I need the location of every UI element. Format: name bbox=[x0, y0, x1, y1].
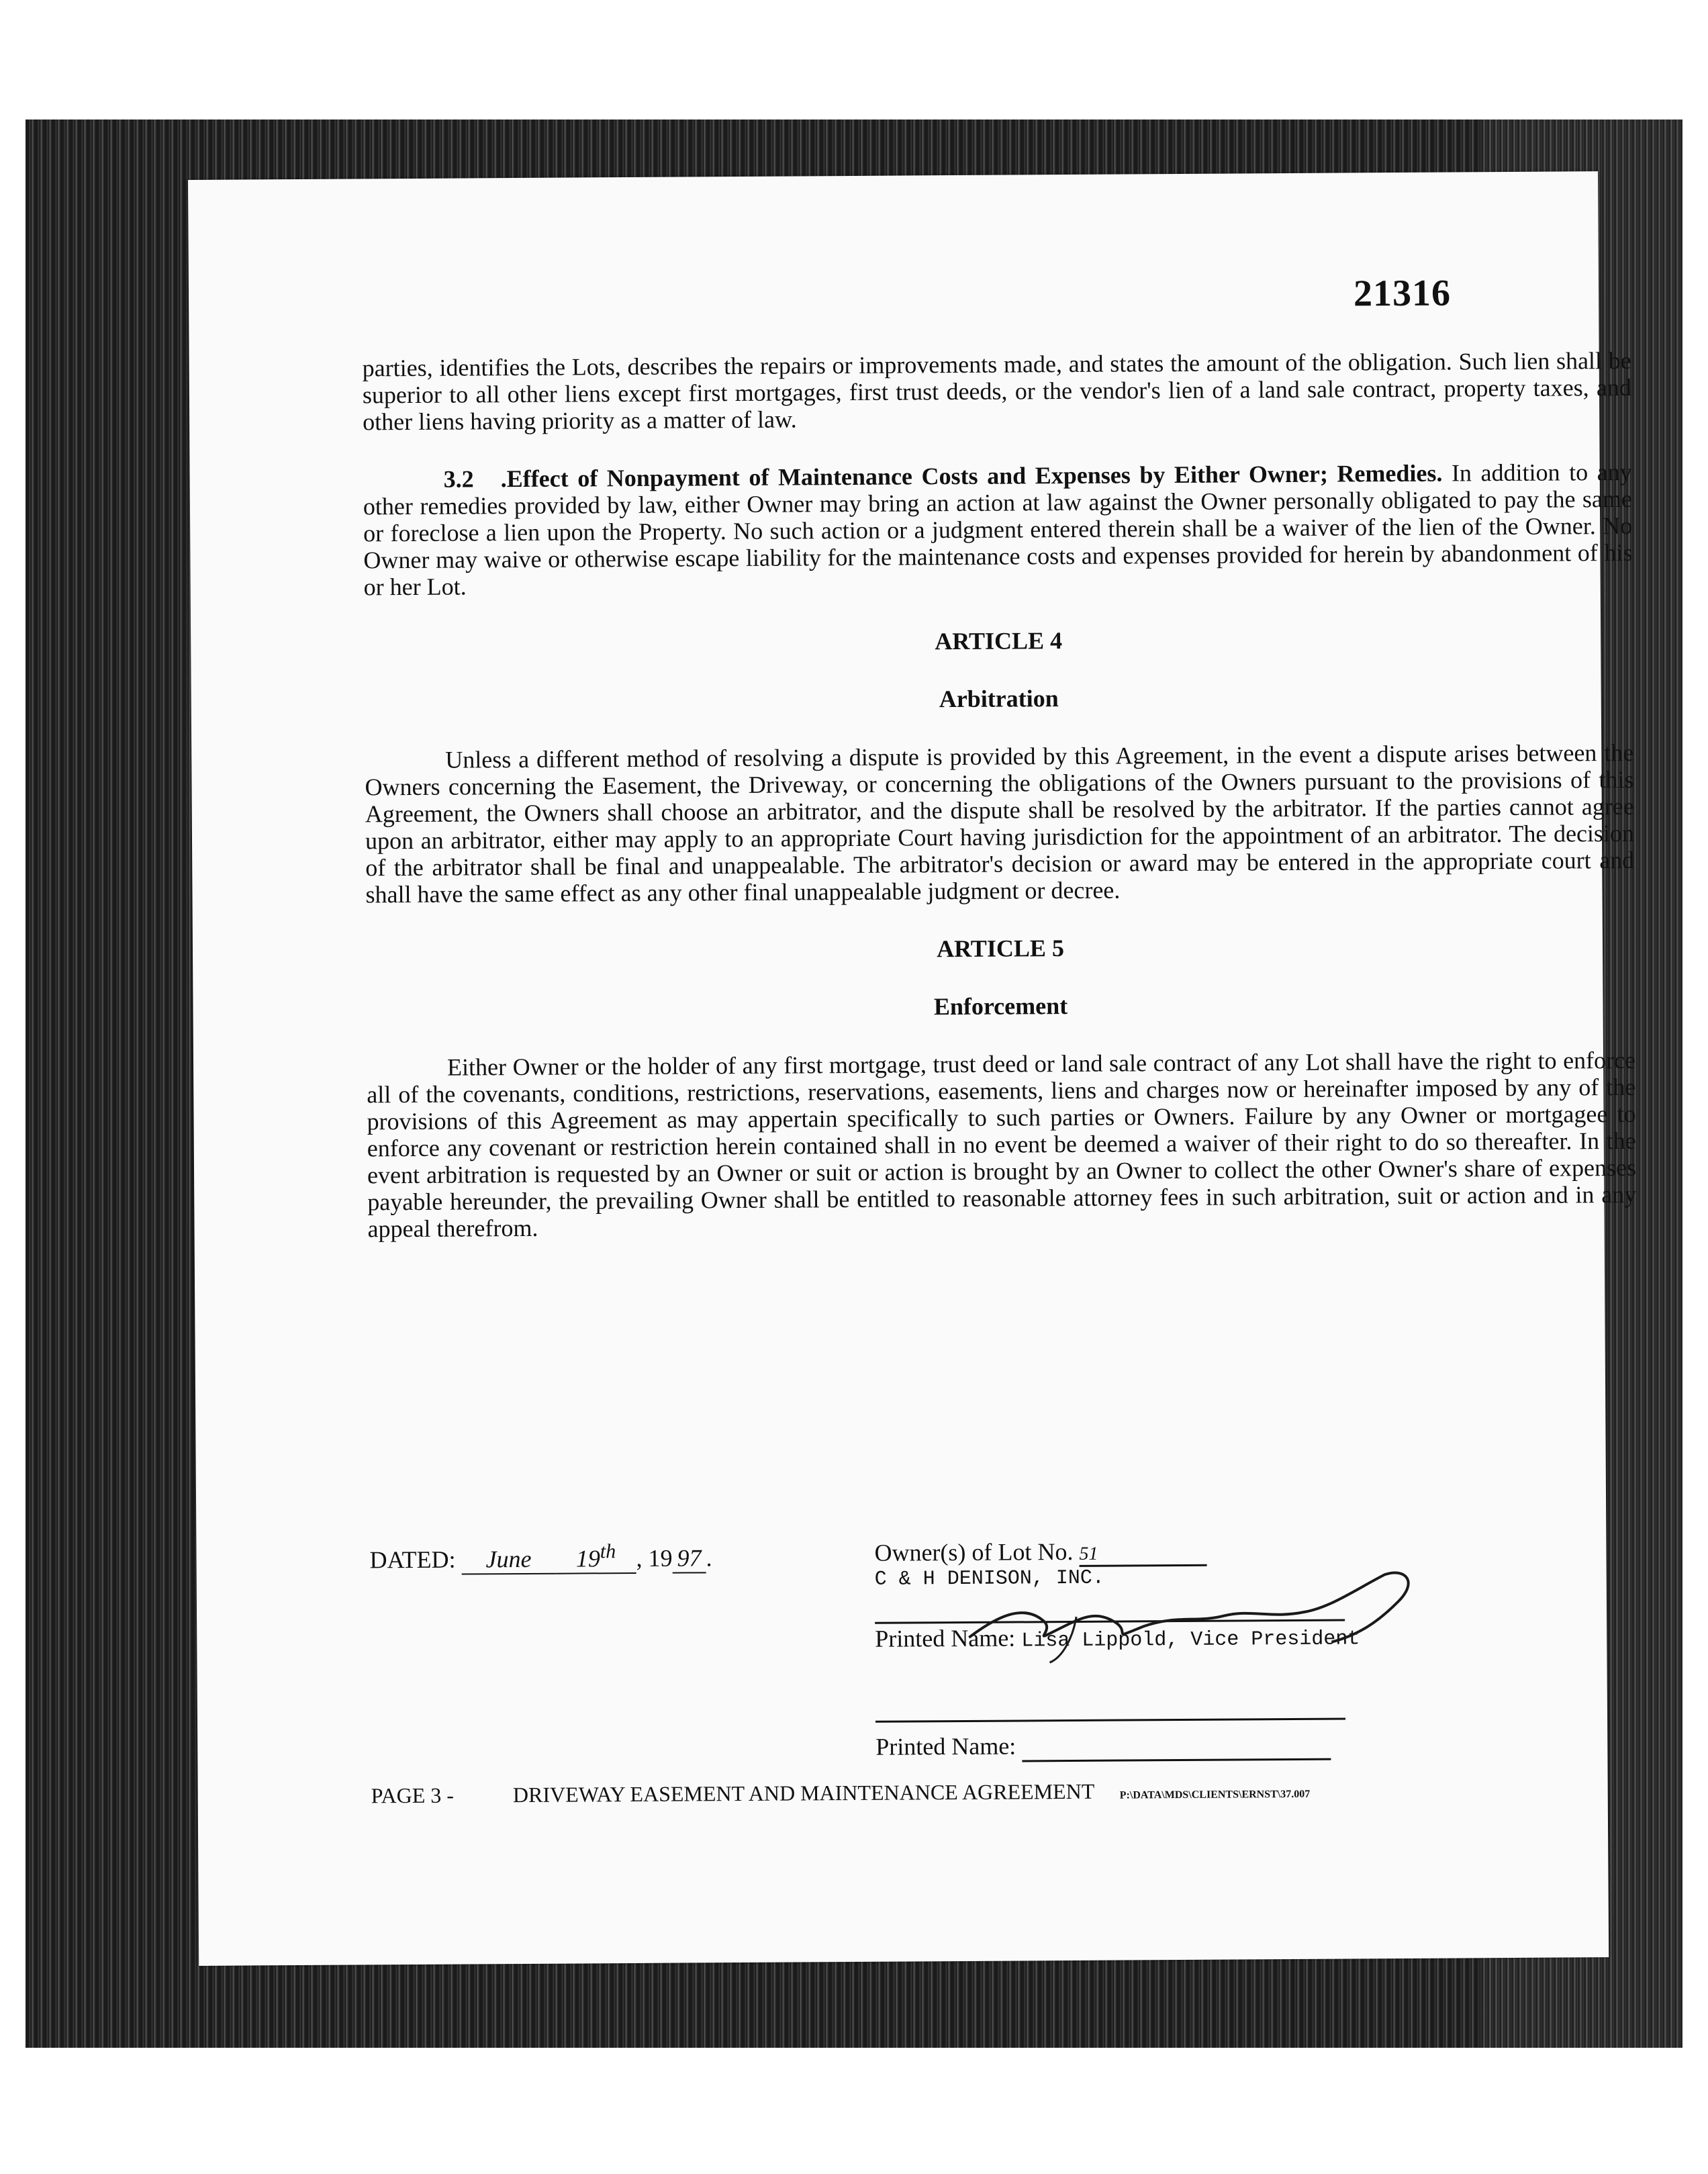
signature-area bbox=[875, 1587, 1479, 1624]
lot-number: 51 bbox=[1079, 1543, 1206, 1567]
date-month: June bbox=[461, 1545, 555, 1575]
file-path: P:\DATA\MDS\CLIENTS\ERNST\37.007 bbox=[1119, 1788, 1311, 1801]
article-4-heading bbox=[364, 624, 1633, 716]
article-title: Arbitration bbox=[939, 685, 1059, 713]
page-footer bbox=[371, 1776, 1613, 1808]
company-name: C & H DENISON, INC. bbox=[874, 1566, 1104, 1591]
article-label: ARTICLE 5 bbox=[937, 935, 1065, 963]
second-signature-line bbox=[875, 1711, 1345, 1723]
article-4-text: Unless a different method of resolving a dispute is provided by this Agreement, in the event a dispute arises between the Owners concerning the Easement, the Driveway, or concerning the obligations of the Owners pursuant to the provisions of this Agreement, the Owners shall choose an arbitrator, and the dispute shall be resolved by the arbitrator. If the parties cannot agree upon an arbitrator, either may apply to an appropriate Court having jurisdiction for the appointment of an arbitrator. The decision of the arbitrator shall be final and unappealable. The arbitrator's decision or award may be entered in the appropriate court and shall have the same effect as any other final unappealable judgment or decree. bbox=[365, 739, 1635, 908]
page-label: PAGE 3 - bbox=[371, 1783, 455, 1808]
dated-line: DATED: June 19th , 19 97 . bbox=[369, 1540, 712, 1575]
printed-name-value: Lisa Lippold, Vice President bbox=[1021, 1627, 1360, 1653]
date-day: 19th bbox=[555, 1540, 636, 1574]
article-label: ARTICLE 4 bbox=[935, 627, 1063, 655]
article-5-heading bbox=[366, 931, 1635, 1024]
article-title: Enforcement bbox=[933, 992, 1068, 1021]
owner-label: Owner(s) of Lot No. bbox=[874, 1538, 1074, 1566]
article-5-text: Either Owner or the holder of any first mortgage, trust deed or land sale contract of any Lot shall have the right to enforce all of the covenants, conditions, restrictions, reservations, easements, liens and charges now or hereinafter imposed by any of the provisions of this Agreement as may appertain specifically to such parties or Owners. Failure by any Owner or mortgagee to enforce any covenant or restriction herein contained shall in no event be deemed a waiver of their right to do so thereafter. In the event arbitration is requested by an Owner or suit or action is brought by an Owner to collect the other Owner's share of expenses payable hereunder, the prevailing Owner shall be entitled to reasonable attorney fees in such arbitration, suit or action and in any appeal therefrom. bbox=[367, 1046, 1637, 1243]
section-number: 3.2 bbox=[443, 465, 474, 493]
printed-name-label: Printed Name: bbox=[875, 1624, 1016, 1652]
dated-label: DATED: bbox=[369, 1546, 456, 1574]
date-year-prefix: 19 bbox=[648, 1544, 673, 1572]
section-3-2 bbox=[363, 459, 1633, 601]
section-text: In addition to any other remedies provided by law, either Owner may bring an action at law against the Owner personally obligated to pay the same or foreclose a lien upon the Property. No such action or a judgment entered therein shall be a waiver of the lien of the Owner. No Owner may waive or otherwise escape liability for the maintenance costs and expenses provided for herein by abandonment of his or her Lot. bbox=[363, 458, 1633, 601]
document-number: 21316 bbox=[1353, 272, 1452, 315]
document-page bbox=[188, 171, 1637, 1966]
printed-name-label-2: Printed Name: bbox=[875, 1732, 1016, 1760]
footer-title: DRIVEWAY EASEMENT AND MAINTENANCE AGREEMENT bbox=[512, 1779, 1094, 1807]
owner-signature-block bbox=[874, 1535, 1480, 1762]
document-body bbox=[363, 347, 1637, 1274]
continued-paragraph: parties, identifies the Lots, describes the repairs or improvements made, and states the amount of the obligation. Such lien shall be superior to all other liens except first mortgages, first trust deeds, or the vendor's lien of a land sale contract, property taxes, and other liens having priority as a matter of law. bbox=[362, 346, 1632, 436]
printed-name-blank bbox=[1022, 1730, 1331, 1762]
handwritten-signature bbox=[955, 1561, 1439, 1664]
section-title: .Effect of Nonpayment of Maintenance Costs and Expenses by Either Owner; Remedies. bbox=[500, 459, 1443, 493]
date-year: 97 bbox=[672, 1544, 706, 1573]
printed-name-row-2 bbox=[875, 1729, 1480, 1762]
